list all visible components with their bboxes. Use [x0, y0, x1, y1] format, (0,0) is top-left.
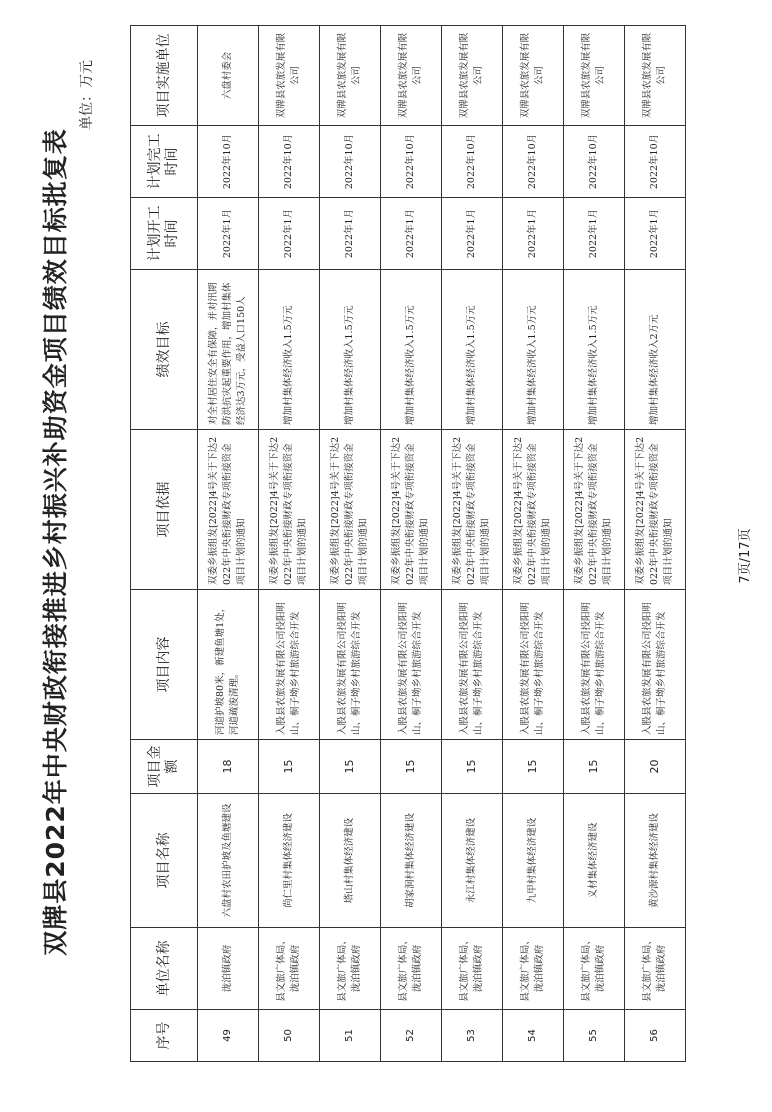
unit-label: 单位：万元 — [79, 60, 95, 130]
cell-target: 增加村集体经济收入1.5万元 — [564, 270, 625, 430]
cell-target: 增加村集体经济收入2万元 — [625, 270, 686, 430]
cell-target: 增加村集体经济收入1.5万元 — [259, 270, 320, 430]
cell-end: 2022年10月 — [503, 126, 564, 198]
cell-implementer: 双牌县农旅发展有限公司 — [381, 26, 442, 126]
table-row — [625, 26, 686, 1062]
table-body — [198, 26, 686, 1062]
cell-content: 入股县农旅发展有限公司投阳明山、桐子坳乡村旅游综合开发 — [320, 590, 381, 740]
cell-start: 2022年1月 — [564, 198, 625, 270]
cell-implementer: 六盘村委会 — [198, 26, 259, 126]
cell-project-name: 永江村集体经济建设 — [442, 794, 503, 928]
cell-target: 对全村居住安全有保障，并对汛期防洪抗灾起重要作用，增加村集体经济达3万元，受益人口150人 — [198, 270, 259, 430]
cell-start: 2022年1月 — [381, 198, 442, 270]
cell-start: 2022年1月 — [625, 198, 686, 270]
cell-end: 2022年10月 — [564, 126, 625, 198]
cell-start: 2022年1月 — [503, 198, 564, 270]
cell-amount: 18 — [198, 740, 259, 794]
cell-project-name: 九甲村集体经济建设 — [503, 794, 564, 928]
cell-amount: 20 — [625, 740, 686, 794]
cell-amount: 15 — [259, 740, 320, 794]
cell-amount: 15 — [564, 740, 625, 794]
table-row — [198, 26, 259, 1062]
cell-implementer: 双牌县农旅发展有限公司 — [259, 26, 320, 126]
cell-end: 2022年10月 — [625, 126, 686, 198]
cell-seq: 56 — [625, 1010, 686, 1062]
cell-start: 2022年1月 — [259, 198, 320, 270]
header-amount: 项目金额 — [131, 740, 198, 794]
cell-target: 增加村集体经济收入1.5万元 — [503, 270, 564, 430]
cell-unit-name: 县文旅广体局、泷泊镇政府 — [381, 928, 442, 1010]
document-title: 双牌县2022年中央财政衔接推进乡村振兴补助资金项目绩效目标批复表 — [41, 128, 70, 956]
cell-end: 2022年10月 — [442, 126, 503, 198]
cell-content: 入股县农旅发展有限公司投阳明山、桐子坳乡村旅游综合开发 — [381, 590, 442, 740]
cell-project-name: 塔山村集体经济建设 — [320, 794, 381, 928]
cell-seq: 52 — [381, 1010, 442, 1062]
cell-amount: 15 — [320, 740, 381, 794]
cell-content: 入股县农旅发展有限公司投阳明山、桐子坳乡村旅游综合开发 — [625, 590, 686, 740]
cell-basis: 双委乡振组发[2022]4号关于下达2022年中央衔接财政专项衔接资金项目计划的通知 — [320, 430, 381, 590]
cell-end: 2022年10月 — [198, 126, 259, 198]
cell-project-name: 黄沙源村集体经济建设 — [625, 794, 686, 928]
cell-end: 2022年10月 — [259, 126, 320, 198]
cell-seq: 53 — [442, 1010, 503, 1062]
header-unit-name: 单位名称 — [131, 928, 198, 1010]
cell-start: 2022年1月 — [198, 198, 259, 270]
cell-project-name: 胡家洞村集体经济建设 — [381, 794, 442, 928]
table-row — [320, 26, 381, 1062]
table-row — [442, 26, 503, 1062]
cell-implementer: 双牌县农旅发展有限公司 — [503, 26, 564, 126]
cell-seq: 55 — [564, 1010, 625, 1062]
cell-project-name: 义材集体经济建设 — [564, 794, 625, 928]
cell-seq: 54 — [503, 1010, 564, 1062]
table-row — [503, 26, 564, 1062]
table-row — [381, 26, 442, 1062]
cell-basis: 双委乡振组发[2022]4号关于下达2022年中央衔接财政专项衔接资金项目计划的通知 — [442, 430, 503, 590]
header-row — [131, 26, 198, 1062]
cell-amount: 15 — [503, 740, 564, 794]
cell-basis: 双委乡振组发[2022]4号关于下达2022年中央衔接财政专项衔接资金项目计划的通知 — [198, 430, 259, 590]
cell-start: 2022年1月 — [320, 198, 381, 270]
cell-content: 入股县农旅发展有限公司投阳明山、桐子坳乡村旅游综合开发 — [564, 590, 625, 740]
cell-seq: 49 — [198, 1010, 259, 1062]
cell-end: 2022年10月 — [320, 126, 381, 198]
table-row — [259, 26, 320, 1062]
cell-unit-name: 泷泊镇政府 — [198, 928, 259, 1010]
cell-amount: 15 — [442, 740, 503, 794]
cell-implementer: 双牌县农旅发展有限公司 — [564, 26, 625, 126]
cell-unit-name: 县文旅广体局、泷泊镇政府 — [625, 928, 686, 1010]
cell-seq: 50 — [259, 1010, 320, 1062]
cell-implementer: 双牌县农旅发展有限公司 — [442, 26, 503, 126]
page-number: 7页/17页 — [738, 528, 753, 584]
cell-project-name: 六盘村农田护坡及鱼塘建设 — [198, 794, 259, 928]
cell-implementer: 双牌县农旅发展有限公司 — [625, 26, 686, 126]
header-seq: 序号 — [131, 1010, 198, 1062]
header-start: 计划开工时间 — [131, 198, 198, 270]
header-content: 项目内容 — [131, 590, 198, 740]
header-target: 绩效目标 — [131, 270, 198, 430]
cell-unit-name: 县文旅广体局、泷泊镇政府 — [442, 928, 503, 1010]
cell-target: 增加村集体经济收入1.5万元 — [381, 270, 442, 430]
cell-content: 河道护坡80米，新建鱼塘1处，河道疏浚清理。 — [198, 590, 259, 740]
cell-basis: 双委乡振组发[2022]4号关于下达2022年中央衔接财政专项衔接资金项目计划的通知 — [625, 430, 686, 590]
cell-implementer: 双牌县农旅发展有限公司 — [320, 26, 381, 126]
header-project-name: 项目名称 — [131, 794, 198, 928]
cell-content: 入股县农旅发展有限公司投阳明山、桐子坳乡村旅游综合开发 — [259, 590, 320, 740]
cell-project-name: 尚仁里村集体经济建设 — [259, 794, 320, 928]
cell-unit-name: 县文旅广体局、泷泊镇政府 — [259, 928, 320, 1010]
header-end: 计划完工时间 — [131, 126, 198, 198]
cell-basis: 双委乡振组发[2022]4号关于下达2022年中央衔接财政专项衔接资金项目计划的通知 — [564, 430, 625, 590]
cell-content: 入股县农旅发展有限公司投阳明山、桐子坳乡村旅游综合开发 — [503, 590, 564, 740]
project-table — [130, 25, 686, 1062]
cell-basis: 双委乡振组发[2022]4号关于下达2022年中央衔接财政专项衔接资金项目计划的通知 — [259, 430, 320, 590]
header-implementer: 项目实施单位 — [131, 26, 198, 126]
cell-content: 入股县农旅发展有限公司投阳明山、桐子坳乡村旅游综合开发 — [442, 590, 503, 740]
cell-basis: 双委乡振组发[2022]4号关于下达2022年中央衔接财政专项衔接资金项目计划的通知 — [503, 430, 564, 590]
cell-amount: 15 — [381, 740, 442, 794]
cell-seq: 51 — [320, 1010, 381, 1062]
cell-end: 2022年10月 — [381, 126, 442, 198]
cell-start: 2022年1月 — [442, 198, 503, 270]
cell-basis: 双委乡振组发[2022]4号关于下达2022年中央衔接财政专项衔接资金项目计划的通知 — [381, 430, 442, 590]
cell-unit-name: 县文旅广体局、泷泊镇政府 — [320, 928, 381, 1010]
table-row — [564, 26, 625, 1062]
cell-target: 增加村集体经济收入1.5万元 — [320, 270, 381, 430]
cell-unit-name: 县文旅广体局、泷泊镇政府 — [564, 928, 625, 1010]
cell-unit-name: 县文旅广体局、泷泊镇政府 — [503, 928, 564, 1010]
header-basis: 项目依据 — [131, 430, 198, 590]
cell-target: 增加村集体经济收入1.5万元 — [442, 270, 503, 430]
